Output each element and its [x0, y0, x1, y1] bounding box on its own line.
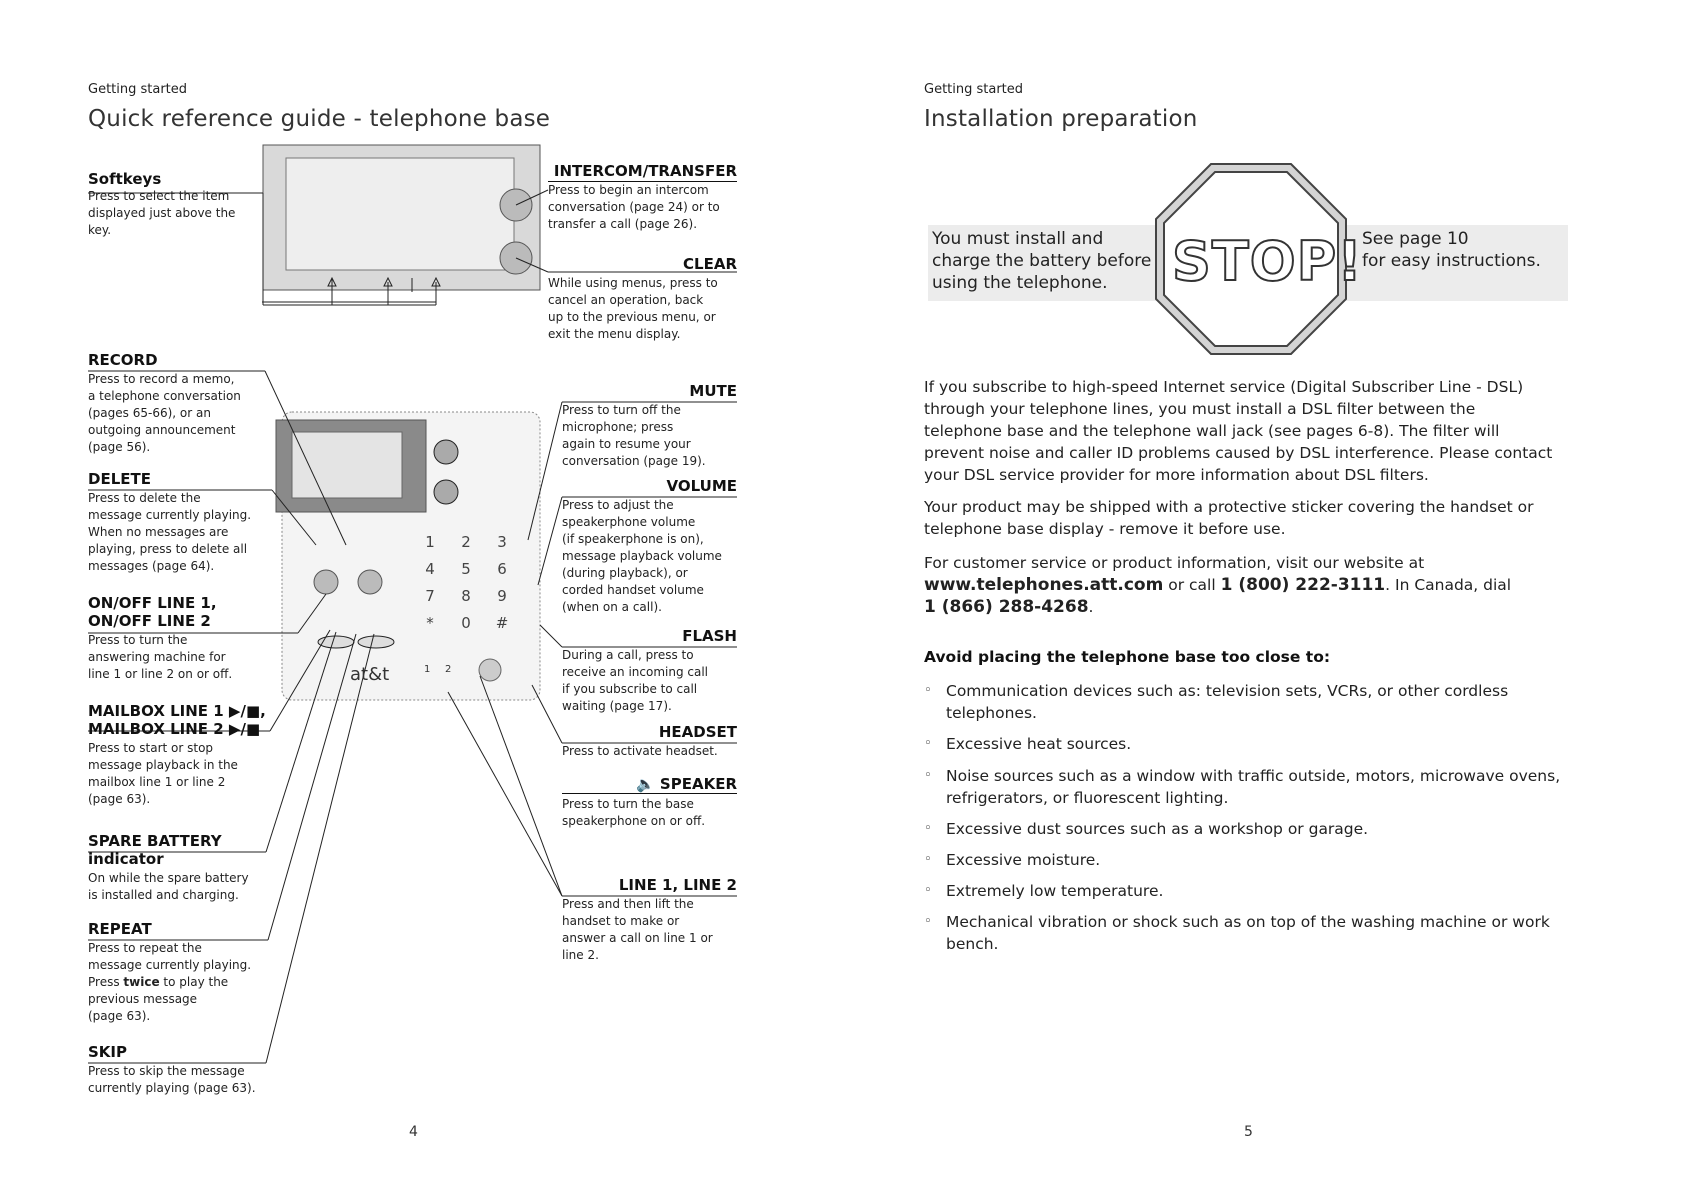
- stop-right-text: See page 10 for easy instructions.: [1362, 229, 1541, 271]
- key-7: 7: [425, 587, 435, 605]
- bullet-item: ◦ Noise sources such as a window with traffic outside, motors, microwave ovens, refrigerators, or fluorescent lighting.: [924, 765, 1596, 809]
- page-number-left: 4: [409, 1124, 418, 1140]
- key-9: 9: [497, 587, 507, 605]
- callout-speaker: 🔈 SPEAKER Press to turn the base speakerphone on or off.: [562, 775, 737, 828]
- website-link[interactable]: www.telephones.att.com: [924, 575, 1164, 595]
- dsl-paragraph: If you subscribe to high-speed Internet service (Digital Subscriber Line - DSL) through your telephone lines, you must install a DSL filter between the telephone base and the telephone wall jack (see pages 6-8). The filter will prevent noise and caller ID problems caused by DSL interference. Please contact your DSL service provider for more information about DSL filters.: [924, 378, 1553, 484]
- bullet-item: ◦ Mechanical vibration or shock such as on top of the washing machine or work bench.: [924, 911, 1596, 955]
- callout-onoff: ON/OFF LINE 1, ON/OFF LINE 2 Press to turn the answering machine for line 1 or line 2 on or off.: [88, 594, 233, 681]
- callout-flash: FLASH During a call, press to receive an incoming call if you subscribe to call waiting (page 17).: [562, 627, 737, 713]
- sticker-paragraph: Your product may be shipped with a protective sticker covering the handset or telephone base display - remove it before use.: [924, 498, 1534, 538]
- phone-us: 1 (800) 222-3111: [1220, 575, 1386, 595]
- customer-service-paragraph: For customer service or product information, visit our website at www.telephones.att.com or call 1 (800) 222-3111. In Canada, dial 1 (866) 288-4268.: [924, 554, 1512, 617]
- phone-canada: 1 (866) 288-4268: [924, 597, 1089, 617]
- callout-clear: CLEAR While using menus, press to cancel an operation, back up to the previous menu, or exit the menu display.: [548, 255, 737, 341]
- key-1: 1: [425, 533, 435, 551]
- key-2: 2: [461, 533, 471, 551]
- avoid-heading: Avoid placing the telephone base too close to:: [924, 648, 1331, 666]
- page-title-right: Installation preparation: [924, 106, 1198, 132]
- line-key-2: 2: [445, 664, 452, 675]
- bullet-item: ◦ Extremely low temperature.: [924, 880, 1596, 902]
- speaker-icon: 🔈: [636, 775, 655, 793]
- key-0: 0: [461, 614, 471, 632]
- callout-headset: HEADSET Press to activate headset.: [562, 723, 737, 758]
- callout-delete: DELETE Press to delete the message currently playing. When no messages are playing, press to delete all messages (page 64).: [88, 470, 252, 573]
- key-3: 3: [497, 533, 507, 551]
- key-8: 8: [461, 587, 471, 605]
- key-5: 5: [461, 560, 471, 578]
- bullet-item: ◦ Excessive moisture.: [924, 849, 1596, 871]
- key-hash: #: [495, 614, 509, 632]
- stop-word: STOP!: [1172, 230, 1363, 293]
- bullet-item: ◦ Excessive dust sources such as a workshop or garage.: [924, 818, 1596, 840]
- callout-line12: LINE 1, LINE 2 Press and then lift the handset to make or answer a call on line 1 or line 2.: [562, 876, 737, 962]
- callout-record: RECORD Press to record a memo, a telephone conversation (pages 65-66), or an outgoing announcement (page 56).: [88, 351, 241, 454]
- key-star: *: [426, 614, 434, 632]
- bullet-item: ◦ Excessive heat sources.: [924, 733, 1596, 755]
- key-6: 6: [497, 560, 507, 578]
- callout-skip: SKIP Press to skip the message currently playing (page 63).: [88, 1043, 256, 1095]
- callout-spare-battery: SPARE BATTERY indicator On while the spare battery is installed and charging.: [88, 832, 249, 902]
- section-label-right: Getting started: [924, 82, 1024, 97]
- callout-volume: VOLUME Press to adjust the speakerphone volume (if speakerphone is on), message playback volume (during playback), or corded handset volume (when on a call).: [562, 477, 737, 614]
- line-key-1: 1: [424, 664, 431, 675]
- stop-left-text: You must install and charge the battery before using the telephone.: [932, 229, 1152, 293]
- callout-repeat: REPEAT Press to repeat the message currently playing. Press twice to play the previous message (page 63).: [88, 920, 252, 1023]
- brand-logo: at&t: [350, 664, 390, 685]
- callout-mailbox: MAILBOX LINE 1 ▶/■, MAILBOX LINE 2 ▶/■ Press to start or stop message playback in the mailbox line 1 or line 2 (page 63).: [88, 702, 266, 806]
- bullet-item: ◦ Communication devices such as: television sets, VCRs, or other cordless telephones.: [924, 680, 1596, 724]
- callout-intercom: INTERCOM/TRANSFER Press to begin an intercom conversation (page 24) or to transfer a call (page 26).: [548, 162, 737, 231]
- callout-mute: MUTE Press to turn off the microphone; press again to resume your conversation (page 19).: [562, 382, 737, 468]
- callout-softkeys: Softkeys Press to select the item displayed just above the key.: [88, 170, 236, 237]
- page-title-left: Quick reference guide - telephone base: [88, 106, 551, 132]
- page-number-right: 5: [1244, 1124, 1253, 1140]
- section-label-left: Getting started: [88, 82, 188, 97]
- key-4: 4: [425, 560, 435, 578]
